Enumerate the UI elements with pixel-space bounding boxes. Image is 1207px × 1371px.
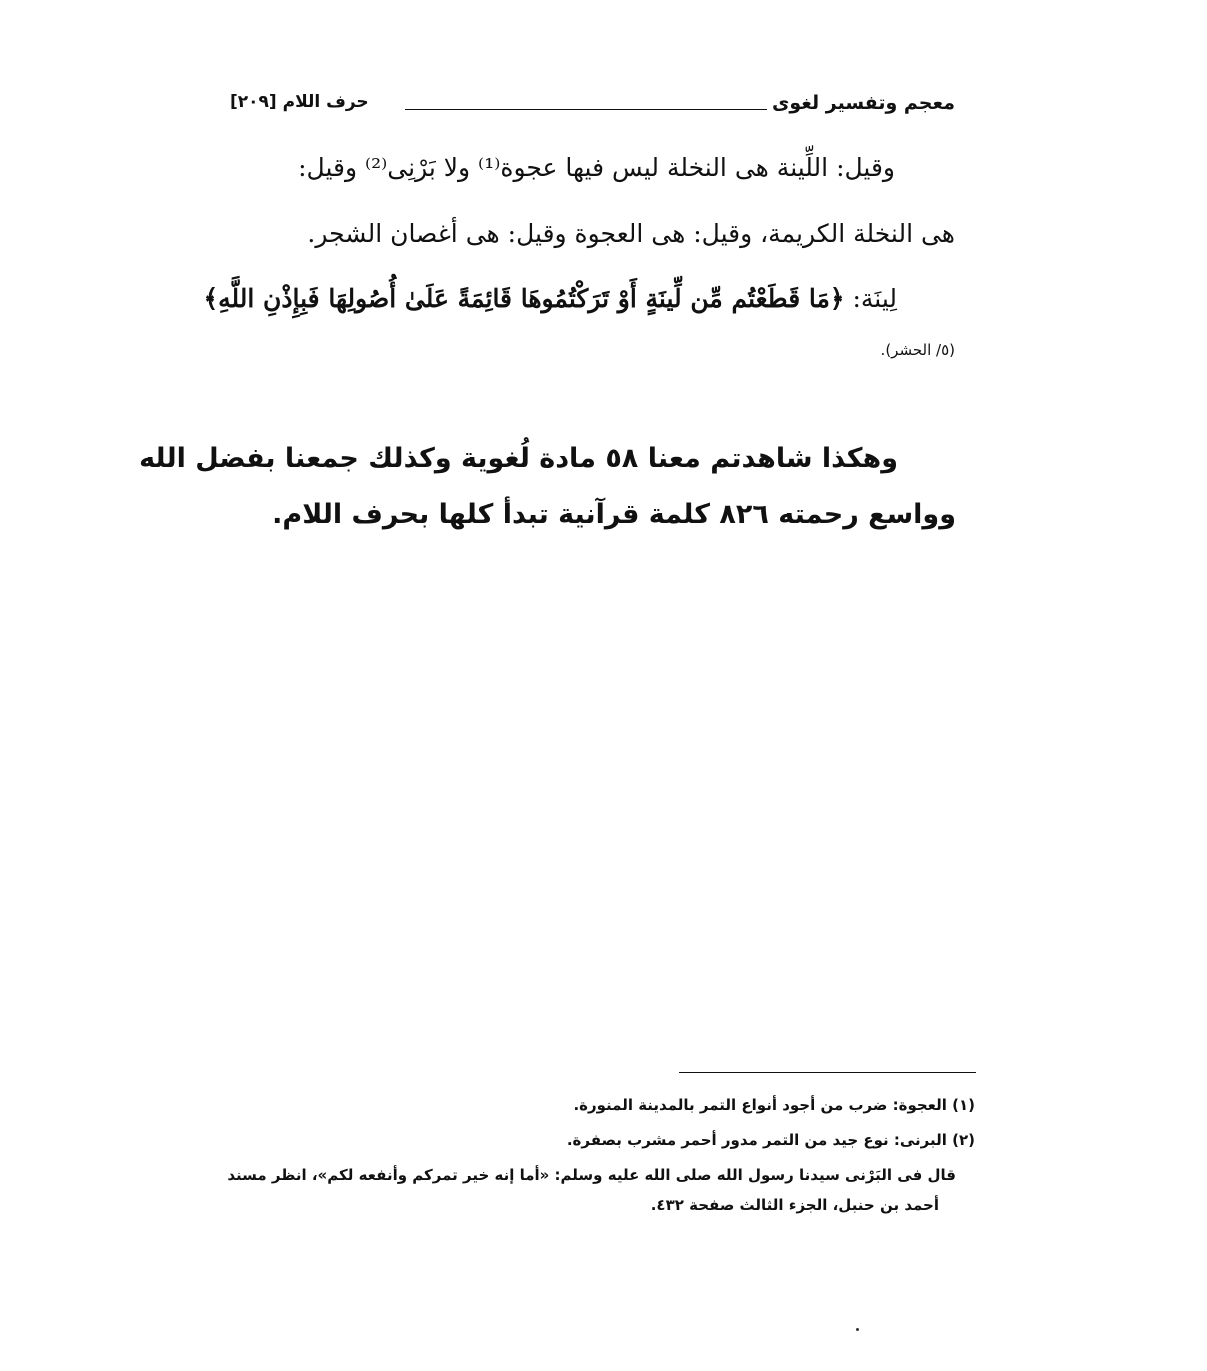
section-label: حرف اللام [٢٠٩]: [230, 92, 369, 112]
scan-speck: [856, 1328, 859, 1331]
footnote-1: (١) العجوة: ضرب من أجود أنواع التمر بالمدينة المنورة.: [573, 1096, 975, 1114]
footnote-2: (٢) البرنى: نوع جيد من التمر مدور أحمر مشرب بصفرة.: [566, 1131, 975, 1149]
conclusion-line-1: وهكذا شاهدتم معنا ٥٨ مادة لُغوية وكذلك جمعنا بفضل الله: [139, 443, 898, 474]
footnote-divider: [679, 1072, 976, 1073]
verse-citation: (٥/ الحشر).: [880, 341, 955, 359]
body-line-3: [203, 283, 955, 315]
page-header: [230, 92, 955, 124]
body-line-1: وقيل: اللِّينة هى النخلة ليس فيها عجوة⁽¹⁾ ولا بَرْنِى⁽²⁾ وقيل:: [298, 153, 895, 182]
footnote-2-source: أحمد بن حنبل، الجزء الثالث صفحة ٤٣٢.: [650, 1196, 939, 1214]
conclusion-line-2: وواسع رحمته ٨٢٦ كلمة قرآنية تبدأ كلها بحرف اللام.: [272, 499, 956, 530]
quran-verse: ﴿مَا قَطَعْتُم مِّن لِّينَةٍ أَوْ تَرَكْتُمُوهَا قَائِمَةً عَلَىٰ أُصُولِهَا فَبِإِذْنِ اللَّهِ﴾: [203, 284, 845, 313]
book-title: معجم وتفسير لغوى: [771, 92, 955, 114]
header-divider: [405, 109, 767, 110]
body-line-2: هى النخلة الكريمة، وقيل: هى العجوة وقيل: هى أغصان الشجر.: [307, 219, 955, 248]
entry-word: لِينَة:: [852, 284, 897, 313]
footnote-2-continued: قال فى البَرْنى سيدنا رسول الله صلى الله عليه وسلم: «أما إنه خير تمركم وأنفعه لكم»، انظر مسند: [227, 1166, 956, 1184]
